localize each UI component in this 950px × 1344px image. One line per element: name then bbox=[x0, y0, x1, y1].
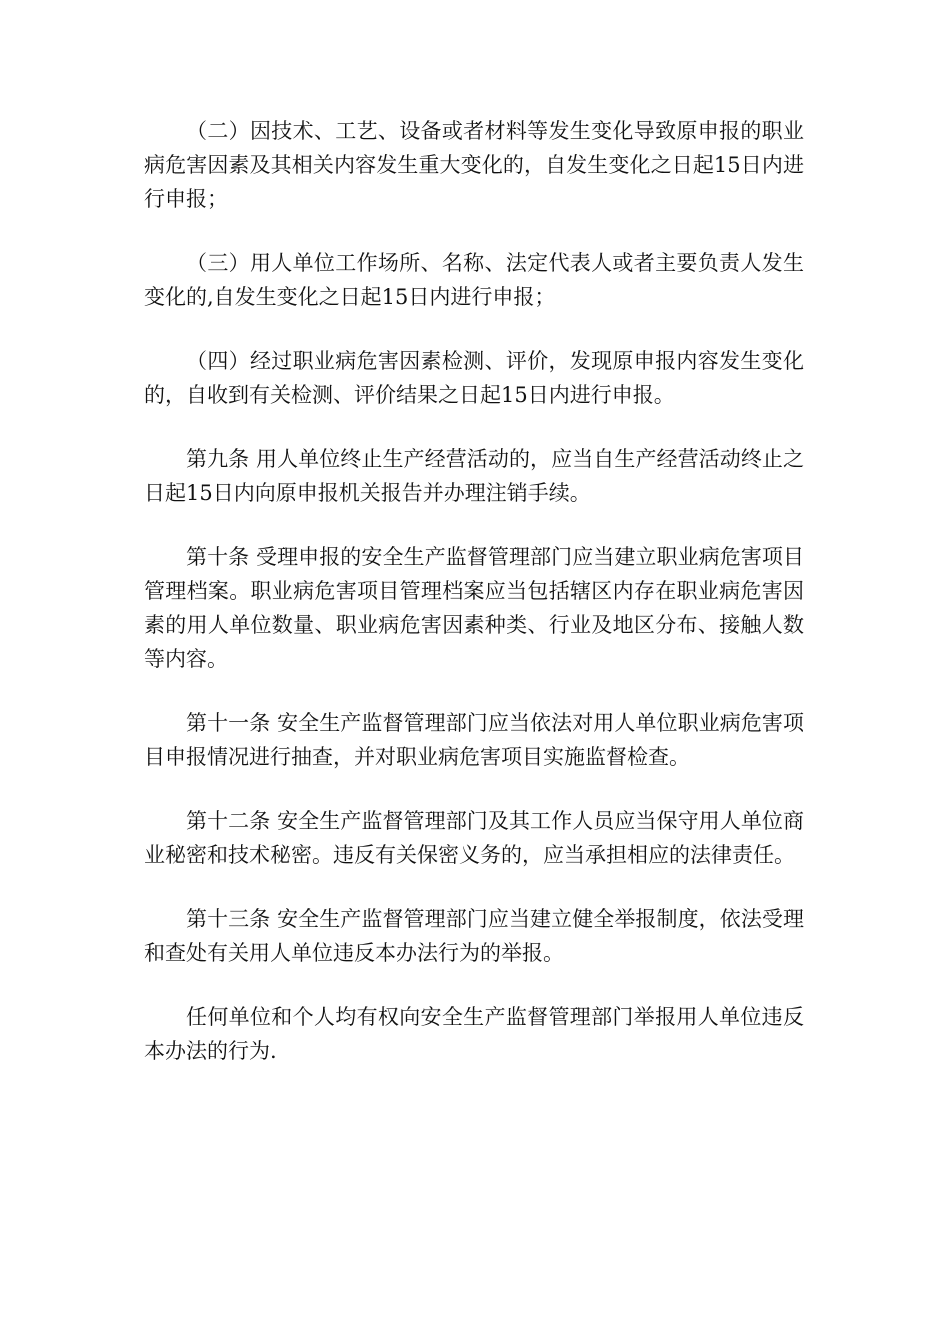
article-9: 第九条 用人单位终止生产经营活动的，应当自生产经营活动终止之日起15日内向原申报机关报告并办理注销手续。 bbox=[144, 447, 804, 505]
document-body bbox=[144, 114, 804, 1068]
paragraph-item-2: （二）因技术、工艺、设备或者材料等发生变化导致原申报的职业病危害因素及其相关内容发生重大变化的，自发生变化之日起15日内进行申报； bbox=[144, 119, 804, 211]
paragraph-item-4: （四）经过职业病危害因素检测、评价，发现原申报内容发生变化的，自收到有关检测、评价结果之日起15日内进行申报。 bbox=[144, 349, 804, 407]
article-13: 第十三条 安全生产监督管理部门应当建立健全举报制度，依法受理和查处有关用人单位违反本办法行为的举报。 bbox=[144, 907, 804, 965]
article-10: 第十条 受理申报的安全生产监督管理部门应当建立职业病危害项目管理档案。职业病危害项目管理档案应当包括辖区内存在职业病危害因素的用人单位数量、职业病危害因素种类、行业及地区分布、接触人数等内容。 bbox=[144, 545, 804, 671]
article-11: 第十一条 安全生产监督管理部门应当依法对用人单位职业病危害项目申报情况进行抽查，并对职业病危害项目实施监督检查。 bbox=[144, 711, 804, 769]
article-12: 第十二条 安全生产监督管理部门及其工作人员应当保守用人单位商业秘密和技术秘密。违反有关保密义务的，应当承担相应的法律责任。 bbox=[144, 809, 804, 867]
paragraph-item-3: （三）用人单位工作场所、名称、法定代表人或者主要负责人发生变化的,自发生变化之日起15日内进行申报； bbox=[144, 251, 804, 309]
reporting-right-paragraph: 任何单位和个人均有权向安全生产监督管理部门举报用人单位违反本办法的行为. bbox=[144, 1005, 804, 1063]
